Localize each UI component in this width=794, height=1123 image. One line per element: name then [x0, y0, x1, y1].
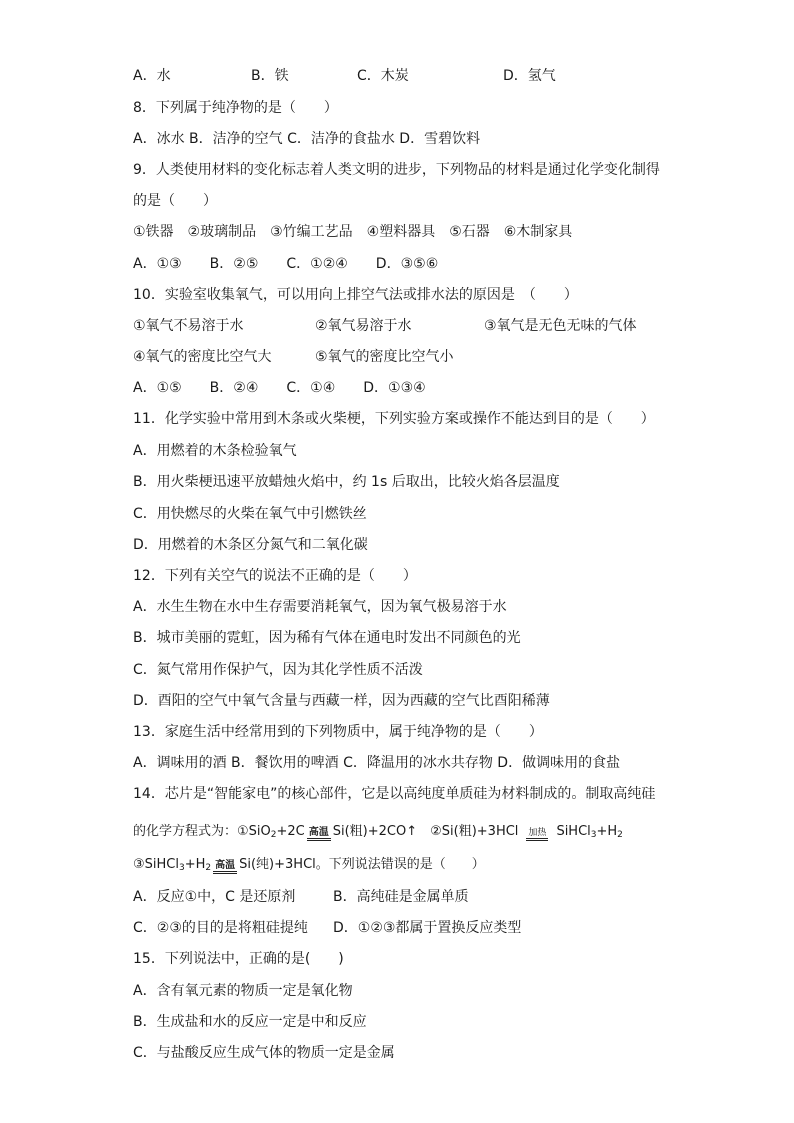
- q14-eq3-start: ③SiHCl: [133, 857, 179, 872]
- q13-options: A．调味用的酒 B．餐饮用的啤酒 C．降温用的冰水共存物 D．做调味用的食盐: [133, 755, 621, 771]
- q15-stem: 15．下列说法中，正确的是( ): [133, 951, 344, 967]
- q14-eq3-sub2: 2: [205, 863, 212, 873]
- q10-item-5: ⑤氧气的密度比空气小: [315, 349, 454, 365]
- q8-stem: 8．下列属于纯净物的是（ ）: [133, 100, 338, 116]
- q10-item-3: ③氧气是无色无味的气体: [484, 318, 637, 334]
- q7-option-c: C．木炭: [357, 68, 409, 84]
- q10-options: A．①⑤ B．②④ C．①④ D．①③④: [133, 380, 426, 396]
- q12-option-a: A．水生生物在水中生存需要消耗氧气，因为氧气极易溶于水: [133, 599, 507, 615]
- q13-stem: 13．家庭生活中经常用到的下列物质中，属于纯净物的是（ ）: [133, 724, 543, 740]
- q15-option-b: B．生成盐和水的反应一定是中和反应: [133, 1014, 367, 1030]
- q11-option-d: D．用燃着的木条区分氮气和二氧化碳: [133, 537, 368, 553]
- q14-high-temp-condition-2: 高温: [213, 861, 237, 874]
- q14-heat-condition: 加热: [526, 828, 548, 841]
- q14-eq-intro: 的化学方程式为：①SiO: [133, 824, 271, 839]
- q12-option-d: D．酉阳的空气中氧气含量与西藏一样，因为西藏的空气比酉阳稀薄: [133, 693, 550, 709]
- q14-eq3-sub: 3: [178, 863, 185, 873]
- q14-eq3-end: Si(纯)+3HCl。下列说法错误的是（ ）: [239, 857, 485, 872]
- q9-options: A．①③ B．②⑤ C．①②④ D．③⑤⑥: [133, 256, 439, 272]
- q10-item-1: ①氧气不易溶于水: [133, 318, 244, 334]
- q7-option-a: A．水: [133, 68, 171, 84]
- q14-eq1-end: Si(粗)+2CO↑ ②Si(粗)+3HCl: [332, 824, 519, 839]
- q14-eq2-tail: +H: [596, 824, 618, 839]
- q14-option-a: A．反应①中，C 是还原剂: [133, 889, 296, 905]
- q12-stem: 12．下列有关空气的说法不正确的是（ ）: [133, 568, 417, 584]
- q14-eq2-end: SiHCl: [556, 824, 591, 839]
- q11-option-a: A．用燃着的木条检验氧气: [133, 443, 297, 459]
- q15-option-c: C．与盐酸反应生成气体的物质一定是金属: [133, 1045, 395, 1061]
- q10-item-2: ②氧气易溶于水: [315, 318, 412, 334]
- q11-stem: 11．化学实验中常用到木条或火柴梗，下列实验方案或操作不能达到目的是（ ）: [133, 411, 655, 427]
- q9-items: ①铁器 ②玻璃制品 ③竹编工艺品 ④塑料器具 ⑤石器 ⑥木制家具: [133, 224, 573, 240]
- q15-option-a: A．含有氧元素的物质一定是氧化物: [133, 983, 353, 999]
- q10-stem: 10．实验室收集氧气，可以用向上排空气法或排水法的原因是 （ ）: [133, 287, 578, 303]
- q9-stem-line1: 9．人类使用材料的变化标志着人类文明的进步，下列物品的材料是通过化学变化制得: [133, 162, 660, 178]
- q11-option-b: B．用火柴梗迅速平放蜡烛火焰中，约 1s 后取出，比较火焰各层温度: [133, 474, 560, 490]
- q14-equations-line1: [133, 822, 623, 845]
- q12-option-b: B．城市美丽的霓虹，因为稀有气体在通电时发出不同颜色的光: [133, 630, 521, 646]
- q14-eq2-sub2: 2: [617, 830, 623, 840]
- q14-eq2-sub: 3: [590, 830, 597, 840]
- q14-high-temp-condition: 高温: [307, 828, 331, 841]
- q14-option-b: B．高纯硅是金属单质: [333, 889, 469, 905]
- q14-eq1-sub: 2: [270, 830, 277, 840]
- q14-equations-line2: [133, 855, 485, 878]
- q14-option-d: D．①②③都属于置换反应类型: [333, 920, 522, 936]
- q14-eq1-mid: +2C: [276, 824, 305, 839]
- q14-stem-line1: 14．芯片是“智能家电”的核心部件，它是以高纯度单质硅为材料制成的。制取高纯硅: [133, 786, 656, 802]
- q7-option-d: D．氢气: [503, 68, 556, 84]
- q14-eq3-mid: +H: [184, 857, 206, 872]
- q12-option-c: C．氮气常用作保护气，因为其化学性质不活泼: [133, 662, 423, 678]
- q8-options: A．冰水 B．洁净的空气 C．洁净的食盐水 D．雪碧饮料: [133, 131, 481, 147]
- q7-option-b: B．铁: [251, 68, 289, 84]
- q10-item-4: ④氧气的密度比空气大: [133, 349, 272, 365]
- q11-option-c: C．用快燃尽的火柴在氧气中引燃铁丝: [133, 506, 367, 522]
- q9-stem-line2: 的是（ ）: [133, 193, 217, 209]
- q14-option-c: C．②③的目的是将粗硅提纯: [133, 920, 308, 936]
